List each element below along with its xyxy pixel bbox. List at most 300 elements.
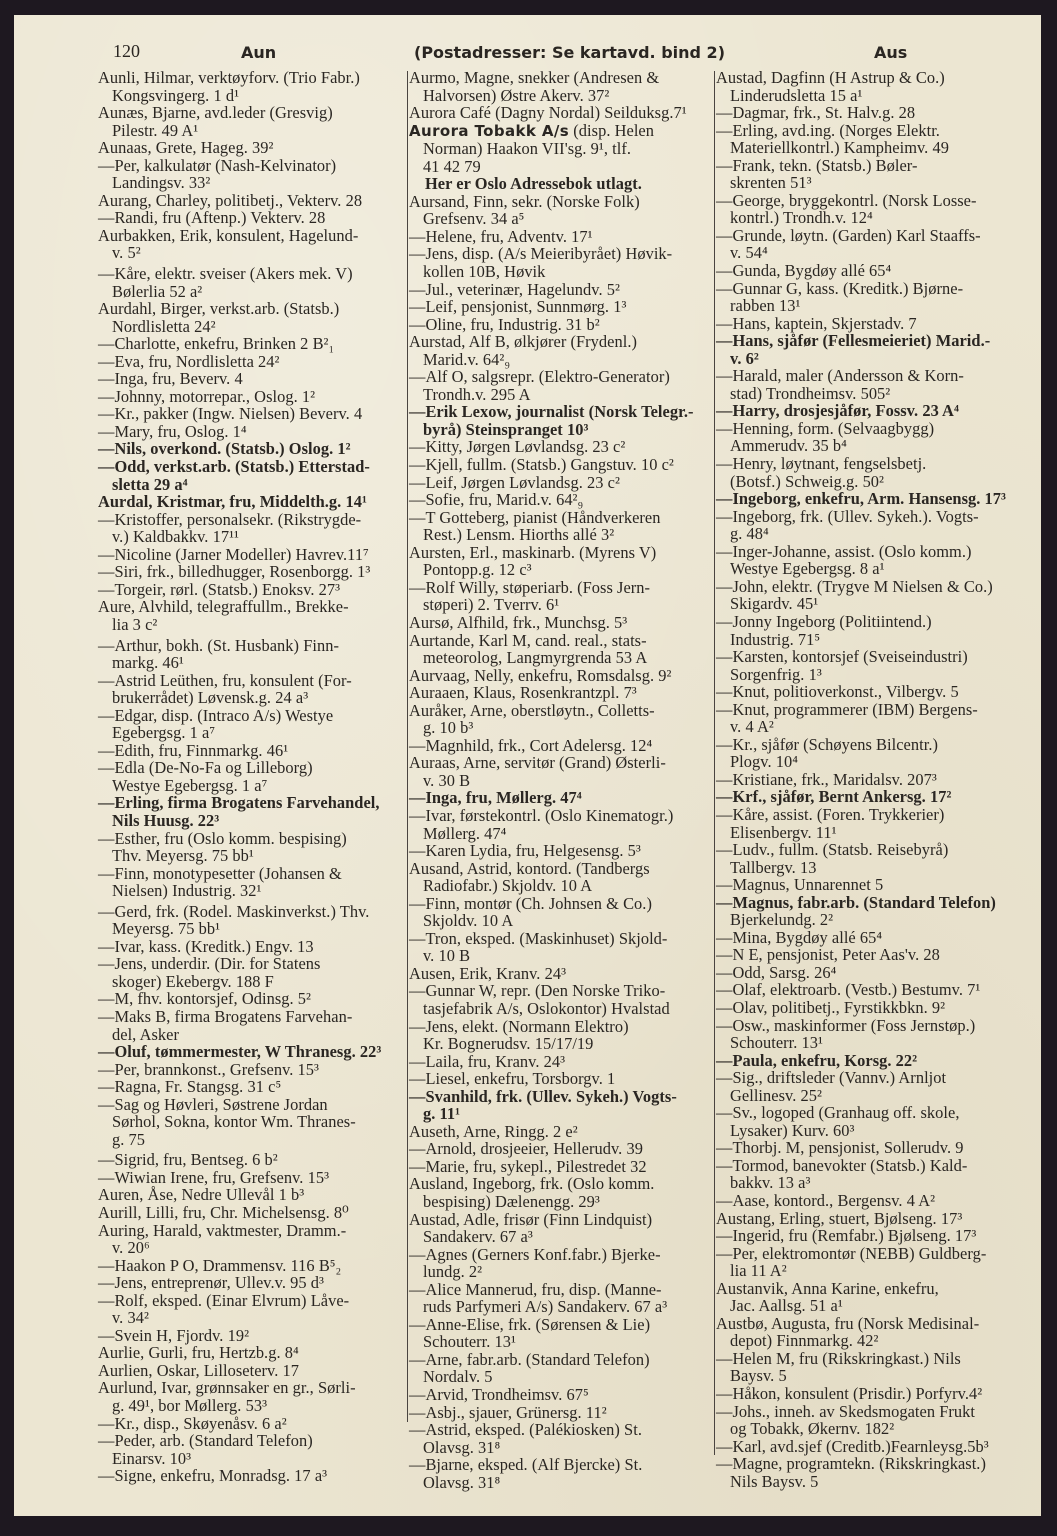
entry-line: —Karl, avd.sjef (Creditb.)Fearnleysg.5b³ [716,1436,989,1456]
directory-entry [409,104,716,122]
entry-line: Aurbakken, Erik, konsulent, Hagelund- [98,225,359,245]
entry-line: —Nicoline (Jarner Modeller) Havrev.11⁷ [98,544,369,564]
directory-entry [409,1351,716,1386]
entry-line: —Jens, entreprenør, Ullev.v. 95 d³ [98,1273,324,1293]
entry-line: Austbø, Augusta, fru (Norsk Medisinal- [716,1313,980,1333]
directory-entry [716,367,1028,402]
directory-entry [409,491,716,509]
entry-line: Ausen, Erik, Kranv. 24³ [409,963,567,983]
entry-line: —Magnhild, frk., Cort Adelersg. 12⁴ [409,735,653,755]
entry-continuation-line: Sørhol, Sokna, kontor Wm. Thranes- [112,1112,356,1132]
directory-entry [716,1139,1028,1157]
directory-entry [716,1385,1028,1403]
entry-line: —Eva, fru, Nordlisletta 24² [98,351,280,371]
entry-line: Austad, Dagfinn (H Astrup & Co.) [716,68,945,87]
entry-continuation-line: støperi) 2. Tverrv. 6¹ [423,595,560,615]
directory-entry [409,1211,716,1246]
entry-continuation-line: Kongsvingerg. 1 d¹ [112,85,240,105]
entry-line: Aurlie, Gurli, fru, Hertzb.g. 8⁴ [98,1343,299,1363]
entry-line: —Grunde, løytn. (Garden) Karl Staaffs- [716,225,981,245]
directory-entry [716,543,1028,578]
entry-line: —Jens, elekt. (Normann Elektro) [409,1016,629,1036]
directory-entry [716,280,1028,315]
entry-line: —Karsten, kontorsjef (Sveiseindustri) [716,647,968,667]
entry-line: Aunæs, Bjarne, avd.leder (Gresvig) [98,103,333,123]
directory-entry [409,579,716,614]
directory-entry [98,1061,408,1079]
directory-entry [409,965,716,983]
directory-entry [409,702,716,737]
directory-entry [98,353,408,371]
entry-line: —Ragna, Fr. Stangsg. 31 c⁵ [98,1077,282,1097]
entry-continuation-line: stad) Trondheimsv. 505² [730,383,891,403]
directory-entry [716,1157,1028,1192]
directory-entry [98,405,408,423]
directory-entry [716,981,1028,999]
entry-continuation-line: Kr. Bognerudsv. 15/17/19 [423,1034,594,1054]
entry-line: —T Gotteberg, pianist (Håndverkeren [409,507,661,527]
entry-line: —Kristoffer, personalsekr. (Rikstrygde- [98,509,362,529]
entry-continuation-line: v. 5² [112,243,141,263]
guide-word-first: Aun [241,43,277,62]
entry-continuation-line: Westye Egebergsg. 8 a¹ [730,559,885,579]
entry-continuation-line: skrenten 51³ [730,173,812,193]
entry-continuation-line: Jac. Aallsg. 51 a¹ [730,1296,843,1316]
entry-continuation-line: kontrl.) Trondh.v. 12⁴ [730,208,873,228]
entry-line: —Kåre, assist. (Foren. Trykkerier) [716,804,945,824]
directory-entry [98,388,408,406]
entry-line: —Håkon, konsulent (Prisdir.) Porfyrv.4² [716,1384,983,1404]
entry-line: Aure, Alvhild, telegraffullm., Brekke- [98,597,349,617]
entry-line: —Finn, monotypesetter (Johansen & [98,863,342,883]
entry-line: —Erling, firma Brogatens Farvehandel, [98,793,380,813]
entry-line: Auseth, Arne, Ringg. 2 e² [409,1121,578,1141]
entry-continuation-line: (Botsf.) Schweig.g. 50² [730,471,885,491]
directory-entry [716,876,1028,894]
entry-line: —Arvid, Trondheimsv. 67⁵ [409,1385,589,1405]
entry-line: —Helen M, fru (Rikskringkast.) Nils [716,1348,961,1368]
entry-continuation-line: depot) Finnmarkg. 42² [730,1331,879,1351]
entry-line: —Marie, fru, sykepl., Pilestredet 32 [409,1156,647,1176]
directory-entry [409,632,716,667]
entry-line: —Edla (De-No-Fa og Lilleborg) [98,758,313,778]
entry-line: —Tron, eksped. (Maskinhuset) Skjold- [409,928,668,948]
entry-line: —Magne, programtekn. (Rikskringkast.) [716,1454,986,1474]
directory-entry [409,368,716,403]
entry-continuation-line: sletta 29 a⁴ [112,474,188,494]
entry-line: Her er Oslo Adressebok utlagt. [425,174,642,194]
directory-entry [716,508,1028,543]
entry-line: —Alice Mannerud, fru, disp. (Manne- [409,1279,662,1299]
directory-entry [98,1257,408,1275]
entry-line: —Signe, enkefru, Monradsg. 17 a³ [98,1466,328,1486]
entry-continuation-line: Norman) Haakon VII'sg. 9¹, tlf. [423,139,632,159]
entry-line: —Edith, fru, Finnmarkg. 46¹ [98,740,289,760]
entry-line: —Hans, kaptein, Skjerstadv. 7 [716,313,917,333]
directory-entry [98,990,408,1008]
directory-entry [716,1052,1028,1070]
directory-entry [716,1455,1028,1490]
entry-line: —Ingeborg, frk. (Ullev. Sykeh.). Vogts- [716,506,979,526]
directory-entry [98,1222,408,1257]
entry-line: —Inger-Johanne, assist. (Oslo komm.) [716,541,972,561]
directory-entry [98,423,408,441]
directory-entry [716,1403,1028,1438]
entry-line: Ausland, Ingeborg, frk. (Oslo komm. [409,1174,655,1194]
directory-entry [98,157,408,192]
entry-line: —Oline, fru, Industrig. 31 b² [409,314,600,334]
entry-line: —Leif, Jørgen Løvlandsg. 23 c² [409,472,620,492]
entry-continuation-line: v. 4 A² [730,717,774,737]
entry-continuation-line: g. 48⁴ [730,524,769,544]
directory-entry [716,578,1028,613]
directory-entry [98,1274,408,1292]
directory-entry [716,964,1028,982]
entry-line: —Kjell, fullm. (Statsb.) Gangstuv. 10 c² [409,455,674,475]
directory-entry [409,1456,716,1491]
directory-entry [409,1018,716,1053]
directory-entry [98,1467,408,1485]
directory-entry [716,1017,1028,1052]
entry-line: —Arne, fabr.arb. (Standard Telefon) [409,1349,650,1369]
entry-continuation-line: Bølerlia 52 a² [112,281,203,301]
entry-line: Aunaas, Grete, Hageg. 39² [98,138,274,158]
directory-entry [409,1158,716,1176]
entry-line: —Haakon P O, Drammensv. 116 B⁵₂ [98,1255,342,1275]
entry-continuation-line: Radiofabr.) Skjoldv. 10 A [423,876,593,896]
entry-continuation-line: Nordlisletta 24² [112,316,216,336]
entry-line: Aurmo, Magne, snekker (Andresen & [409,68,660,87]
entry-continuation-line: Ammerudv. 35 b⁴ [730,436,847,456]
entry-line: —Odd, verkst.arb. (Statsb.) Etterstad- [98,457,370,477]
directory-entry [409,193,716,228]
entry-line: —Paula, enkefru, Korsg. 22² [716,1050,918,1070]
entry-continuation-line: Materiellkontrl.) Kampheimv. 49 [730,138,949,158]
entry-line: —Gunnar G, kass. (Kreditk.) Bjørne- [716,278,964,298]
entry-line: —Sig., driftsleder (Vannv.) Arnljot [716,1068,947,1088]
entry-continuation-line: byrå) Steinspranget 10³ [423,419,589,439]
entry-continuation-line: Nordalv. 5 [423,1367,493,1387]
entry-line: —Harry, drosjesjåfør, Fossv. 23 A⁴ [716,401,959,421]
entry-continuation-line: rabben 13¹ [730,296,801,316]
entry-line: Aurtande, Karl M, cand. real., stats- [409,630,647,650]
directory-entry [716,613,1028,648]
directory-entry [98,637,408,672]
entry-line: —Ingerid, fru (Remfabr.) Bjølseng. 17³ [716,1226,977,1246]
entry-line: Aurdahl, Birger, verkst.arb. (Statsb.) [98,299,340,319]
entry-line: —Maks B, firma Brogatens Farvehan- [98,1006,353,1026]
directory-entry [409,245,716,280]
entry-line: Auråker, Arne, oberstløytn., Colletts- [409,700,655,720]
entry-continuation-line: g. 10 b³ [423,718,474,738]
directory-entry [716,104,1028,122]
entry-continuation-line: Trondh.v. 295 A [423,384,531,404]
entry-line: —Inga, fru, Møllerg. 47⁴ [409,788,582,808]
directory-entry [716,332,1028,367]
directory-entry [98,1292,408,1327]
entry-continuation-line: Linderudsletta 15 a¹ [730,85,863,105]
directory-entry [98,1096,408,1149]
entry-line: Aurstad, Alf B, ølkjører (Frydenl.) [409,332,637,352]
entry-line: Aursten, Erl., maskinarb. (Myrens V) [409,542,657,562]
directory-entry [409,474,716,492]
entry-line: —Aase, kontord., Bergensv. 4 A² [716,1191,936,1210]
entry-line: —Alf O, salgsrepr. (Elektro-Generator) [409,367,670,387]
entry-continuation-line: Landingsv. 33² [112,173,211,193]
entry-line: —Hans, sjåfør (Fellesmeieriet) Marid.- [716,331,991,351]
entry-line: —Magnus, fabr.arb. (Standard Telefon) [716,892,996,912]
directory-entry [409,69,716,104]
directory-entry [716,1069,1028,1104]
entry-continuation-line: bespising) Dælenengg. 29³ [423,1192,600,1211]
directory-entry [98,1432,408,1467]
directory-entry [409,895,716,930]
column-3 [716,69,1028,1490]
entry-line: —Arnold, drosjeeier, Hellerudv. 39 [409,1139,643,1159]
guide-word-last: Aus [874,43,908,62]
entry-line: —George, bryggekontrl. (Norsk Losse- [716,190,977,210]
directory-entry [716,929,1028,947]
entry-line: Auren, Åse, Nedre Ullevål 1 b³ [98,1185,305,1205]
directory-entry [98,903,408,938]
directory-entry [98,1362,408,1380]
directory-entry [98,759,408,794]
entry-line: —Agnes (Gerners Konf.fabr.) Bjerke- [409,1244,661,1264]
entry-line: —Knut, programmerer (IBM) Bergens- [716,699,978,719]
page-number: 120 [113,41,140,61]
directory-entry [409,1088,716,1123]
directory-entry [409,1281,716,1316]
entry-line: —Jens, disp. (A/s Meieribyrået) Høvik- [409,244,673,264]
entry-continuation-line: Nils Baysv. 5 [730,1471,819,1491]
directory-entry [716,771,1028,789]
directory-entry [716,1315,1028,1350]
directory-entry [409,316,716,334]
directory-entry [98,69,408,104]
directory-entry [409,122,716,176]
entry-continuation-line: Olavsg. 31⁸ [423,1437,501,1457]
entry-line: Aurora Café (Dagny Nordal) Seilduksg.7¹ [409,103,687,123]
directory-entry [716,946,1028,964]
directory-entry [409,789,716,807]
entry-line: —Per, kalkulatør (Nash-Kelvinator) [98,155,337,175]
entry-line: —Svein H, Fjordv. 19² [98,1325,250,1345]
entry-continuation-line: v. 30 B [423,770,471,790]
entry-line: —Edgar, disp. (Intraco A/s) Westye [98,705,334,725]
directory-entry [409,1386,716,1404]
entry-company-name: Aurora Tobakk A/s [409,121,570,140]
entry-continuation-line: ruds Parfymeri A/s) Sandakerv. 67 a³ [423,1297,668,1317]
directory-entry [716,1104,1028,1139]
directory-entry [716,157,1028,192]
entry-continuation-line: v. 54⁴ [730,243,768,263]
entry-continuation-line: bakkv. 13 a³ [730,1173,811,1193]
directory-entry [716,806,1028,841]
entry-continuation-line: Rest.) Lensm. Hiorths allé 3² [423,525,615,545]
directory-entry [716,1245,1028,1280]
directory-entry [716,788,1028,806]
running-head [14,41,1041,65]
entry-line: —Mary, fru, Oslog. 1⁴ [98,421,247,441]
entry-line: Aurlien, Oskar, Lilloseterv. 17 [98,1360,300,1380]
directory-page [14,15,1041,1516]
entry-line: Aurdal, Kristmar, fru, Middelth.g. 14¹ [98,492,367,512]
entry-continuation-line: v. 34² [112,1308,149,1328]
entry-line: —Johnny, motorrepar., Oslog. 1² [98,386,316,406]
directory-entry [716,1280,1028,1315]
directory-entry [98,511,408,546]
entry-continuation-line: Westye Egebergsg. 1 a⁷ [112,775,268,795]
directory-entry [98,830,408,865]
notice-line [409,175,716,193]
entry-continuation-line: g. 75 [112,1129,146,1149]
directory-entry [98,794,408,829]
directory-entry [98,1186,408,1204]
entry-continuation-line: kollen 10B, Høvik [423,262,546,282]
entry-line: —Liesel, enkefru, Torsborgv. 1 [409,1069,616,1089]
entry-continuation-line: Nielsen) Industrig. 32¹ [112,881,262,901]
entry-line: —Arthur, bokh. (St. Husbank) Finn- [98,635,339,655]
entry-line: —Osw., maskinformer (Foss Jernstøp.) [716,1015,976,1035]
directory-entry [98,563,408,581]
entry-continuation-line: v. 6² [730,348,759,368]
entry-line: —Rolf, eksped. (Einar Elvrum) Låve- [98,1290,350,1310]
entry-line: —Astrid, eksped. (Palékiosken) St. [409,1420,642,1440]
entry-line: —Kr., disp., Skøyenåsv. 6 a² [98,1413,287,1433]
directory-entry [409,807,716,842]
directory-entry [716,701,1028,736]
entry-continuation-line: Nils Huusg. 22³ [112,810,220,830]
entry-line: —Charlotte, enkefru, Brinken 2 B²₁ [98,334,335,354]
directory-entry [716,490,1028,508]
entry-continuation-line: Skigardv. 45¹ [730,594,819,614]
directory-entry [409,667,716,685]
entry-line: —John, elektr. (Trygve M Nielsen & Co.) [716,576,993,596]
entry-continuation-line: v. 20⁶ [112,1238,150,1258]
directory-entry [409,1123,716,1141]
entry-continuation-line: Bjerkelundg. 2² [730,910,834,930]
directory-entry [409,1246,716,1281]
directory-entry [716,262,1028,280]
directory-entry [409,860,716,895]
entry-line: Aurang, Charley, politibetj., Vekterv. 28 [98,190,363,210]
entry-continuation-line: v. 10 B [423,946,471,966]
directory-entry [98,1204,408,1222]
entry-continuation-line: Meyersg. 75 bb¹ [112,919,221,939]
directory-entry [98,227,408,262]
entry-line: —Henning, form. (Selvaagbygg) [716,418,935,438]
directory-entry [716,999,1028,1017]
directory-entry [409,509,716,544]
entry-line: Ausand, Astrid, kontord. (Tandbergs [409,858,650,878]
entry-line: —Oluf, tømmermester, W Thranesg. 22³ [98,1042,382,1062]
directory-entry [409,403,716,438]
entry-line: —Frank, tekn. (Statsb.) Bøler- [716,155,918,175]
entry-line: Aursø, Alfhild, frk., Munchsg. 5³ [409,612,628,632]
entry-line: Aurvaag, Nelly, enkefru, Romsdalsg. 9² [409,665,672,685]
entry-line: —Helene, fru, Adventv. 17¹ [409,226,593,246]
directory-entry [98,955,408,990]
entry-line: —Leif, pensjonist, Sunnmørg. 1³ [409,297,627,317]
entry-continuation-line: Tallbergv. 13 [730,857,817,877]
entry-line: —Kristiane, frk., Maridalsv. 207³ [716,769,937,789]
entry-line: —Ludv., fullm. (Statsb. Reisebyrå) [716,840,949,860]
entry-continuation-line: Industrig. 71⁵ [730,629,821,649]
entry-continuation-line: brukerrådet) Løvensk.g. 24 a³ [112,688,309,708]
entry-continuation-line: Schouterr. 13¹ [730,1033,824,1053]
directory-entry [98,370,408,388]
directory-entry [98,672,408,707]
directory-entry [716,1350,1028,1385]
entry-continuation-line: Sorgenfrig. 1³ [730,664,822,684]
directory-entry [409,684,716,702]
directory-entry [98,581,408,599]
entry-line: —Gerd, frk. (Rodel. Maskinverkst.) Thv. [98,901,370,921]
entry-continuation-line: Lysaker) Kurv. 60³ [730,1120,855,1140]
entry-line: —Magnus, Unnarennet 5 [716,875,884,895]
entry-line: Aurill, Lilli, fru, Chr. Michelsensg. 8⁰ [98,1203,349,1222]
entry-line: —Esther, fru (Oslo komm. bespising) [98,828,347,848]
postal-address-note: (Postadresser: Se kartavd. bind 2) [414,43,725,62]
entry-line: —Gunda, Bygdøy allé 65⁴ [716,261,892,281]
entry-line: —Ingeborg, enkefru, Arm. Hansensg. 17³ [716,489,1007,509]
entry-line: —Jul., veterinær, Hagelundv. 5² [409,279,620,299]
entry-continuation-line: Baysv. 5 [730,1366,787,1386]
directory-entry [98,209,408,227]
entry-line: Austanvik, Anna Karine, enkefru, [716,1278,939,1298]
entry-line: —Ivar, kass. (Kreditk.) Engv. 13 [98,936,314,956]
directory-entry [98,335,408,353]
directory-entry [409,1421,716,1456]
directory-entry [409,930,716,965]
entry-line: —Bjarne, eksped. (Alf Bjercke) St. [409,1455,643,1475]
entry-continuation-line: Marid.v. 64²₉ [423,349,511,369]
directory-entry [98,598,408,633]
entry-continuation-line: Møllerg. 47⁴ [423,823,507,843]
entry-continuation-line: tasjefabrik A/s, Oslokontor) Hvalstad [423,998,670,1018]
entry-line: —Gunnar W, repr. (Den Norske Triko- [409,981,666,1001]
directory-entry [98,1151,408,1169]
directory-entry [409,842,716,860]
directory-entry [98,865,408,900]
entry-continuation-line: Elisenbergv. 11¹ [730,822,837,842]
directory-entry [409,456,716,474]
entry-line: —Johs., inneh. av Skedsmogaten Frukt [716,1401,976,1421]
entry-line: —Ivar, førstekontrl. (Oslo Kinematogr.) [409,805,674,825]
directory-entry [716,315,1028,333]
directory-entry [716,69,1028,104]
directory-entry [409,1404,716,1422]
entry-line: —Astrid Leüthen, fru, konsulent (For- [98,670,352,690]
directory-entry [98,1327,408,1345]
entry-continuation-line: lia 11 A² [730,1261,787,1281]
directory-entry [98,938,408,956]
entry-line: Aursand, Finn, sekr. (Norske Folk) [409,191,640,211]
directory-entry [716,192,1028,227]
directory-entry [98,1078,408,1096]
entry-line: Austang, Erling, stuert, Bjølseng. 17³ [716,1208,963,1228]
directory-entry [409,737,716,755]
column-2 [409,69,716,1491]
entry-line: —Finn, montør (Ch. Johnsen & Co.) [409,893,652,913]
directory-entry [409,228,716,246]
entry-line: —Jonny Ingeborg (Politiintend.) [716,611,932,631]
entry-line: —Harald, maler (Andersson & Korn- [716,366,964,386]
entry-continuation-line: og Tobakk, Økernv. 182² [730,1419,895,1439]
directory-entry [98,707,408,742]
directory-entry [716,1438,1028,1456]
entry-line: —Sv., logoped (Granhaug off. skole, [716,1103,960,1123]
